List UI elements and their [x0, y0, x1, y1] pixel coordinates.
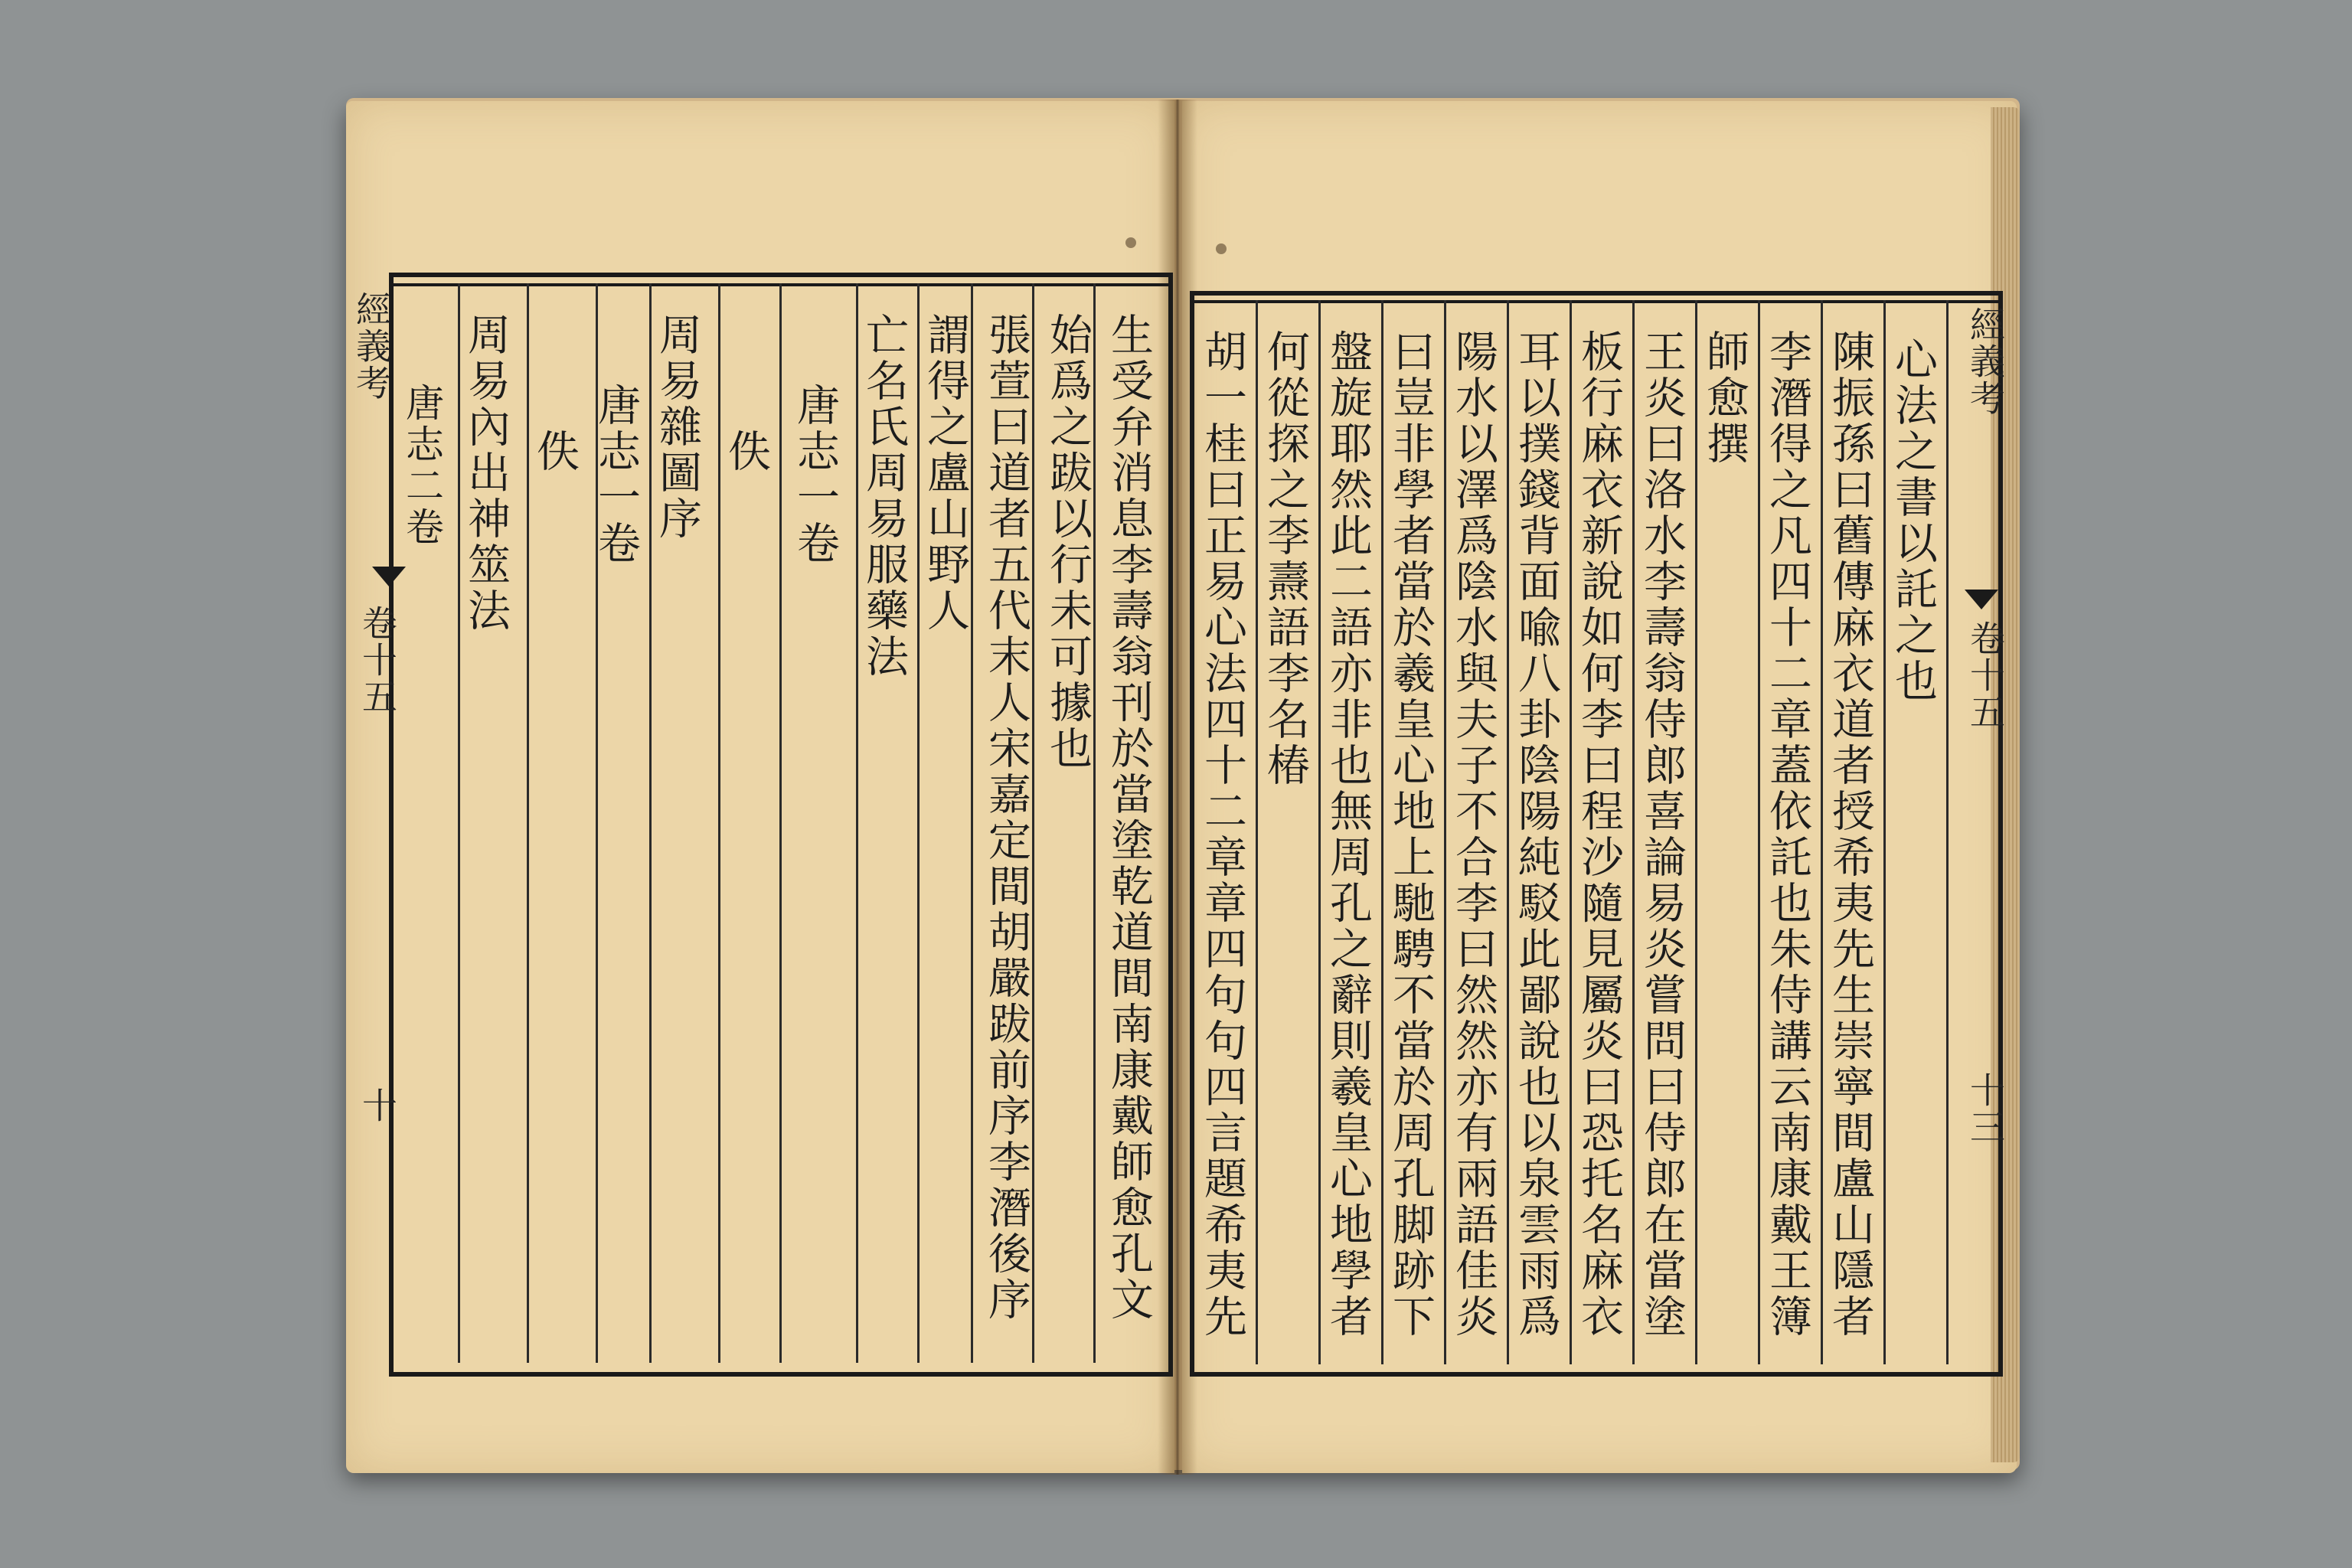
text-column: 王炎曰洛水李壽翁侍郎喜論易炎嘗問曰侍郎在當塗 [1637, 329, 1687, 1340]
text-column: 周易內出神筮法 [461, 312, 511, 634]
text-column: 亡名氏周易服藥法 [859, 312, 909, 680]
text-column: 生受弁消息李壽翁刊於當塗乾道間南康戴師愈孔文 [1104, 312, 1154, 1323]
text-column: 唐志一卷 [591, 383, 641, 567]
text-column: 心法之書以託之也 [1888, 337, 1938, 704]
text-column: 謂得之盧山野人 [920, 312, 970, 634]
column-rule [1507, 300, 1509, 1364]
text-column: 始爲之跋以行未可據也 [1043, 312, 1093, 772]
text-column: 何從探之李燾語李名椿 [1260, 329, 1310, 789]
right-banxin-juan: 卷十五 [1965, 620, 2006, 730]
column-rule [1032, 283, 1034, 1363]
column-rule [917, 283, 920, 1363]
column-rule [1570, 300, 1572, 1364]
column-rule [1821, 300, 1823, 1364]
text-column: 佚 [721, 429, 771, 475]
text-column: 曰豈非學者當於羲皇心地上馳騁不當於周孔脚跡下 [1386, 329, 1436, 1340]
column-rule [649, 283, 652, 1363]
column-rule [458, 283, 460, 1363]
column-rule [1444, 300, 1446, 1364]
text-column: 胡一桂曰正易心法四十二章章四句句四言題希夷先 [1197, 329, 1247, 1340]
left-banxin-page: 十 [357, 1087, 398, 1124]
text-column: 陽水以澤爲陰水與夫子不合李曰然然亦有兩語佳炎 [1449, 329, 1498, 1340]
column-rule [1256, 300, 1258, 1364]
text-column: 耳以撲錢背面喩八卦陰陽純駁此鄙說也以泉雲雨爲 [1511, 329, 1561, 1340]
paper-stain [1216, 243, 1227, 254]
text-column: 陳振孫曰舊傳麻衣道者授希夷先生崇寧間盧山隱者 [1825, 329, 1875, 1340]
fish-tail-mark [1965, 590, 1998, 609]
text-column: 師愈撰 [1700, 329, 1749, 467]
column-rule [1883, 300, 1886, 1364]
column-rule [779, 283, 782, 1363]
column-rule [1381, 300, 1383, 1364]
right-banxin-title: 經義考 [1965, 306, 2006, 416]
text-column: 李潛得之凡四十二章蓋依託也朱侍講云南康戴王簿 [1762, 329, 1812, 1340]
column-rule [1946, 300, 1949, 1364]
text-column: 盤旋耶然此二語亦非也無周孔之辭則羲皇心地學者 [1323, 329, 1373, 1340]
left-banxin-juan: 卷十五 [357, 605, 398, 715]
column-rule [1093, 283, 1096, 1363]
text-column: 唐志二卷 [400, 383, 444, 548]
left-banxin-title: 經義考 [351, 291, 392, 401]
column-rule [1632, 300, 1635, 1364]
text-column: 周易雜圖序 [652, 312, 702, 542]
column-rule [1318, 300, 1321, 1364]
column-rule [718, 283, 720, 1363]
fish-tail-mark [372, 567, 406, 586]
column-rule [1758, 300, 1760, 1364]
column-rule [1695, 300, 1697, 1364]
text-column: 佚 [530, 429, 580, 475]
column-rule [527, 283, 529, 1363]
right-top-rule [1190, 300, 2001, 303]
text-column: 唐志一卷 [790, 383, 840, 567]
right-banxin-page: 十三 [1965, 1072, 2006, 1145]
column-rule [971, 283, 973, 1363]
paper-stain [1125, 237, 1136, 248]
column-rule [856, 283, 858, 1363]
text-column: 板行麻衣新說如何李曰程沙隨見屬炎曰恐托名麻衣 [1574, 329, 1624, 1340]
text-column: 張萱曰道者五代末人宋嘉定間胡嚴跋前序李潛後序 [982, 312, 1031, 1323]
